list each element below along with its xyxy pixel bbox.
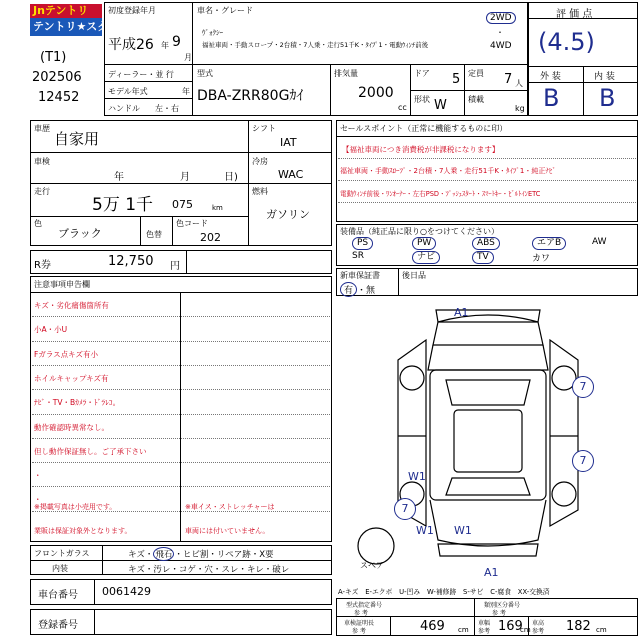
damage-mark: W1: [416, 524, 434, 537]
logo-line2: テントリ★スター: [30, 18, 102, 36]
equipment-item: PW: [412, 237, 436, 250]
rating-score: (4.5): [538, 28, 595, 56]
width-value: 169: [498, 619, 523, 634]
width-label: 車幅: [478, 620, 491, 627]
ext-label: 外 装: [540, 72, 561, 82]
logo: [30, 4, 120, 38]
front-glass-mark: 飛石: [153, 547, 174, 561]
reg-era: 平成26: [108, 37, 154, 53]
manual-label: 新車保証書: [340, 271, 380, 280]
car-outline-diagram: [338, 300, 638, 580]
recycle-value: 12,750: [108, 254, 154, 269]
type-value: DBA-ZRR80Gｶｲ: [197, 88, 304, 104]
notes-item: ホイルキャップキズ有: [34, 373, 109, 383]
int-value: B: [599, 84, 616, 112]
selling-title: セールスポイント（正常に機能するものに印）: [340, 124, 508, 133]
notes-bottom-left-1: ※掲載写真は小売用です。: [34, 503, 117, 511]
mileage-unit: km: [212, 204, 223, 212]
model-year-label: モデル年式: [108, 87, 148, 96]
t-code: (T1): [40, 50, 67, 65]
reg-year-suffix: 年: [161, 41, 169, 50]
notes-item: 動作確認時異常なし。: [34, 422, 109, 432]
front-glass-value: [128, 547, 274, 561]
shape-value: W: [434, 98, 447, 113]
damage-mark: 7: [572, 450, 594, 472]
capacity-label: 定員: [468, 69, 484, 78]
proxy-label: 型式指定番号: [346, 602, 383, 609]
reg-month-suffix: 月: [184, 53, 192, 62]
recycle-box: [30, 250, 332, 274]
capacity-unit: 人: [515, 79, 523, 88]
width-sub: 参考: [478, 628, 491, 635]
equipment-item: エアB: [532, 237, 566, 250]
notes-item: 但し動作保証無し。ご了承下さい: [34, 446, 147, 456]
logo-line1: Jnテントリ: [30, 4, 102, 18]
fuel-value: ガソリン: [266, 208, 310, 221]
reg-month: 9: [172, 34, 181, 50]
capacity-value: 7: [504, 72, 513, 87]
manual-value: [340, 282, 375, 297]
ac-value: WAC: [278, 168, 304, 181]
model-year-suffix: 年: [182, 87, 190, 96]
vin-label: 車検証明長: [344, 620, 375, 627]
code-2: 12452: [38, 90, 80, 105]
damage-mark: 7: [572, 376, 594, 398]
equipment-item: AW: [592, 237, 607, 247]
notes-item: ﾅﾋﾞ・TV・Bｶﾒﾗ・ﾄﾞﾗﾚｺ。: [34, 398, 121, 408]
handle-value: 左・右: [155, 104, 179, 113]
registration-label: 登録番号: [38, 620, 78, 631]
load-unit: kg: [515, 104, 525, 113]
color-label: 色: [34, 219, 42, 228]
category-label: 類別区分番号: [484, 602, 521, 609]
shape-label: 形状: [414, 95, 430, 104]
notes-bottom-right-2: 車両には付いていません。: [185, 527, 270, 535]
color-value: ブラック: [58, 227, 102, 240]
shift-label: シフト: [252, 124, 276, 133]
equipment-item: カワ: [532, 254, 551, 264]
displacement-label: 排気量: [334, 69, 358, 78]
notes-item: Fガラス点キズ有小: [34, 349, 98, 359]
notes-bottom-right-1: ※車イス・ストレッチャーは: [185, 503, 275, 511]
manual-box: [336, 268, 638, 296]
front-glass-post: ・ヒビ割・リペア跡・X要: [174, 550, 274, 560]
equipment-title: 装備品（純正品に限り○をつけてください）: [340, 227, 499, 236]
dealer-label: ディーラー・並 行: [108, 70, 174, 79]
history-value: 自家用: [54, 130, 100, 148]
notes-item: キズ・劣化痛傷箇所有: [34, 301, 109, 310]
chassis-label: 車台番号: [38, 590, 78, 601]
height-unit: cm: [596, 626, 607, 634]
equipment-item: ナビ: [412, 251, 440, 264]
name-label: 車名・グレード: [197, 6, 253, 15]
height-label: 車高: [532, 620, 545, 627]
proxy-sub: 参 考: [354, 610, 368, 617]
height-value: 182: [566, 619, 591, 634]
ext-value: B: [543, 84, 560, 112]
drive-2wd: [486, 12, 516, 24]
recycle-unit: 円: [170, 261, 180, 272]
mileage-sub: 075: [172, 198, 193, 211]
equipment-item: PS: [352, 237, 373, 250]
handle-label: ハンドル: [108, 104, 140, 113]
rating-label: 評 価 点: [556, 9, 593, 20]
color-change-label: 色替: [146, 230, 162, 239]
damage-mark: W1: [454, 524, 472, 537]
interior-label: 内装: [52, 564, 68, 573]
history-label: 車歴: [34, 124, 50, 133]
chassis-value: 0061429: [102, 585, 151, 598]
width-unit: cm: [520, 626, 531, 634]
diagram-legend: A-キズ E-エクボ U-凹み W-補修跡 S-サビ C-腐食 XX-交換済: [338, 588, 550, 596]
displacement-unit: cc: [398, 103, 407, 112]
door-value: 5: [452, 72, 461, 87]
front-glass-label: フロントガラス: [34, 549, 90, 558]
equipment-item: TV: [472, 251, 494, 264]
type-label: 型式: [197, 69, 213, 78]
mileage-label: 走行: [34, 187, 50, 196]
interior-value: キズ・汚レ・コゲ・穴・スレ・キレ・破レ: [128, 565, 290, 575]
name-value: ｳﾞｫｸｼｰ: [202, 29, 223, 37]
shift-value: IAT: [280, 136, 297, 149]
notes-item: ・: [34, 471, 42, 481]
displacement-value: 2000: [358, 85, 394, 101]
notes-title: 注意事項申告欄: [34, 280, 90, 289]
spare-label: スペア: [360, 561, 384, 570]
selling-line-2: 福祉車両・手動ｽﾛｰﾌﾟ・2台積・7人乗・走行51千K・ﾀｲﾌﾟ1・純正ﾅﾋﾞ: [340, 167, 556, 175]
damage-mark: A1: [484, 566, 499, 579]
door-label: ドア: [414, 69, 430, 78]
int-label: 内 装: [594, 72, 615, 82]
front-glass-pre: キズ・: [128, 550, 154, 560]
notes-item: 小A・小U: [34, 325, 68, 335]
code-1: 202506: [32, 70, 82, 85]
import-label: 後日品: [402, 271, 426, 280]
fuel-label: 燃料: [252, 187, 268, 196]
color-code-value: 202: [200, 231, 221, 244]
manual-yes: 有: [340, 282, 357, 297]
inspection-year: 年: [114, 172, 124, 183]
selling-line-1: 【福祉車両につき消費税が非課税になります】: [342, 145, 500, 154]
inspection-month: 月: [180, 172, 190, 183]
ac-label: 冷房: [252, 157, 268, 166]
selling-line-3: 電動ｳｨﾝﾁ前後・ﾜﾝｵｰﾅｰ・左右PSD・ﾌﾟｯｼｭｽﾀｰﾄ・ｽﾏｰﾄｷｰ・ﾋﾞﾙﾄｲﾝETC: [340, 190, 541, 198]
vin-sub: 参 考: [352, 628, 366, 635]
damage-mark: W1: [408, 470, 426, 483]
equipment-item: ABS: [472, 237, 500, 250]
drive-2wd-text: 2WD: [490, 13, 512, 23]
reg-label: 初度登録年月: [108, 6, 156, 15]
mileage-value: 5万 1千: [92, 195, 154, 215]
length-value: 469: [420, 619, 445, 634]
recycle-label: R券: [34, 260, 51, 271]
drive-dot: ・: [496, 28, 504, 37]
length-unit: cm: [458, 626, 469, 634]
manual-no: 無: [366, 286, 376, 296]
notes-item: ・: [34, 495, 42, 505]
height-sub: 参考: [532, 628, 545, 635]
notes-bottom-left-2: 業販は保証対象外となります。: [34, 527, 132, 535]
color-code-label: 色コード: [176, 219, 208, 228]
manual-sep: ・: [357, 286, 367, 296]
damage-mark: A1: [454, 306, 469, 319]
grade-value: 福祉車両・手動スロープ・2台積・7人乗・走行51千K・ﾀｲﾌﾟ1・電動ｳｨﾝﾁ前後: [202, 41, 429, 49]
load-label: 積載: [468, 95, 484, 104]
inspection-day: 日): [224, 172, 238, 183]
drive-4wd: 4WD: [490, 41, 512, 51]
equipment-item: SR: [352, 251, 364, 261]
category-sub: 参 考: [492, 610, 506, 617]
damage-mark: 7: [394, 498, 416, 520]
inspection-label: 車検: [34, 157, 50, 166]
